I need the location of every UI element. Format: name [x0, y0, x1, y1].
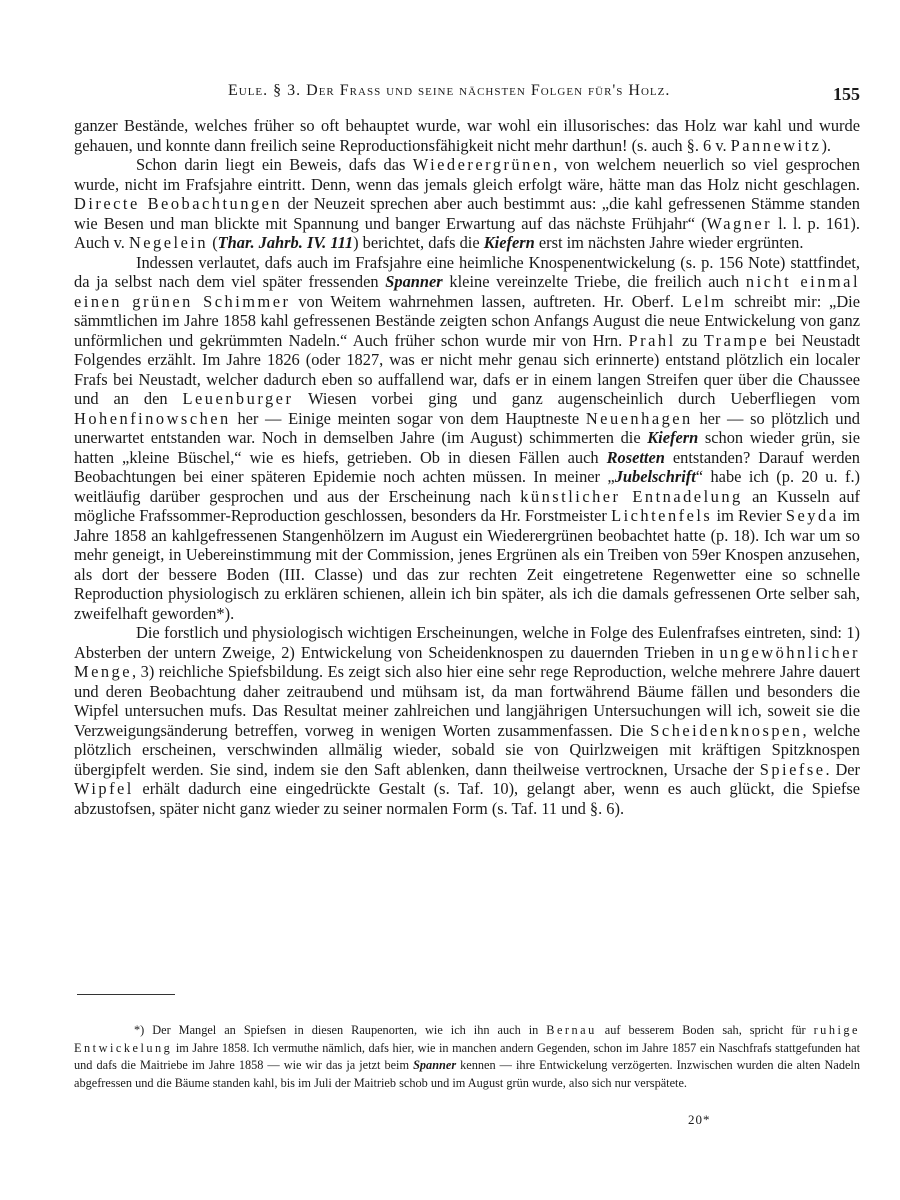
- body-text: [74, 116, 860, 818]
- paragraph-4: Die forstlich und physiologisch wichtigen Erscheinungen, welche in Folge des Eulenfrafses eintreten, sind: 1) Absterben der untern Zweige, 2) Entwickelung von Scheidenknospen zu dauernden Trieben in ungewöhnlicher Menge, 3) reichliche Spiefsbildung. Es zeigt sich also hier eine sehr rege Reproduction, welche mehrere Jahre dauert und deren Beobachtung daher zeitraubend und mühsam ist, da man fortwährend Bäume fällen und besonders die Wipfel untersuchen mufs. Das Resultat meiner zahlreichen und langjährigen Untersuchungen will ich, soweit sie die Verzweigungsänderung betreffen, vorweg in wenigen Worten zusammenfassen. Die Scheidenknospen, welche plötzlich erscheinen, verschwinden allmälig wieder, sobald sie von Quirlzweigen mit kräftigen Spitzknospen übergipfelt werden. Sie sind, indem sie den Saft ablenken, dann theilweise vertrocknen, Ursache der Spiefse. Der Wipfel erhält dadurch eine eingedrückte Gestalt (s. Taf. 10), gelangt aber, wenn es auch glückt, die Spiefse abzustofsen, später nicht ganz wieder zu seiner normalen Form (s. Taf. 11 und §. 6).: [74, 623, 861, 818]
- footnote-text: *) Der Mangel an Spiefsen in diesen Raupenorten, wie ich ihn auch in Bernau auf besserem Boden sah, spricht für ruhige Entwickelung im Jahre 1858. Ich vermuthe nämlich, dafs hier, wie in manchen andern Gegenden, schon im Jahre 1857 ein Naschfrafs stattgefunden hat und dafs die Maitriebe im Jahre 1858 — wie wir das ja jetzt beim Spanner kennen — ihre Entwickelung verzögerten. Inzwischen wurden die alten Nadeln abgefressen und die Bäume standen kahl, bis im Juli der Maitrieb schob und im August grün wurde, also sich nur verspätete.: [74, 1023, 860, 1090]
- footnote-divider: [77, 994, 175, 995]
- footnote: [74, 1022, 860, 1092]
- running-head: Eule. § 3. Der Frass und seine nächsten Folgen für's Holz.: [228, 82, 671, 99]
- page-header: [0, 82, 900, 108]
- paragraph-3: Indessen verlautet, dafs auch im Frafsjahre eine heimliche Knospenentwickelung (s. p. 156 Note) stattfindet, da ja selbst nach dem viel später fressenden Spanner kleine vereinzelte Triebe, die freilich auch nicht einmal einen grünen Schimmer von Weitem wahrnehmen lassen, auftreten. Hr. Oberf. Lelm schreibt mir: „Die sämmtlichen im Jahre 1858 kahl gefressenen Bestände zeigten schon Anfangs August die neue Entwickelung von ganz unförmlichen und gekrümmten Nadeln.“ Auch früher schon wurde mir von Hrn. Prahl zu Trampe bei Neustadt Folgendes erzählt. Im Jahre 1826 (oder 1827, was er nicht mehr genau sich erinnerte) entstand plötzlich ein localer Frafs bei Neustadt, welcher dadurch eben so auffallend war, dafs er in einem langen Streifen quer über die Chaussee und an den Leuenburger Wiesen vorbei ging und ganz augenscheinlich durch Ueberfliegen vom Hohenfinowschen her — Einige meinten sogar von dem Hauptneste Neuenhagen her — so plötzlich und unerwartet entstanden war. Noch in demselben Jahre (im August) schimmerten die Kiefern schon wieder grün, sie hatten „kleine Büschel,“ wie es hiefs, getrieben. Ob in diesen Fällen auch Rosetten entstanden? Darauf werden Beobachtungen bei einer späteren Epidemie noch achten müssen. In meiner „Jubelschrift“ habe ich (p. 20 u. f.) weitläufig darüber gesprochen und aus der Erscheinung nach künstlicher Entnadelung an Kusseln auf mögliche Frafssommer-Reproduction geschlossen, besonders da Hr. Forstmeister Lichtenfels im Revier Seyda im Jahre 1858 an kahlgefressenen Stangenhölzern im August ein Wiederergrünen beobachtet hatte (p. 18). Ich war um so mehr geneigt, in Uebereinstimmung mit der Commission, jenes Ergrünen als ein Treiben von 59er Knospen anzusehen, als dort der bessere Boden (III. Classe) und das zur rechten Zeit eingetretene Regenwetter eine so schnelle Reproduction physiologisch zu erklären schienen, allein ich bin später, als ich die damals gefressenen Orte selber sah, zweifelhaft geworden*).: [74, 252, 861, 623]
- paragraph-1: ganzer Bestände, welches früher so oft behauptet wurde, war wohl ein illusorisches: das Holz war kahl und wurde gehauen, und konnte dann freilich seine Reproductionsfähigkeit nicht mehr darthun! (s. auch §. 6 v. Pannewitz).: [74, 116, 860, 155]
- paragraph-2: Schon darin liegt ein Beweis, dafs das Wiederergrünen, von welchem neuerlich so viel gesprochen wurde, nicht im Frafsjahre eintritt. Denn, wenn das jemals gleich erfolgt wäre, hätte man das Holz nicht geschlagen. Directe Beobachtungen der Neuzeit sprechen aber auch bestimmt aus: „die kahl gefressenen Stämme standen wie Besen und man blickte mit Spannung und banger Erwartung auf das nächste Frühjahr“ (Wagner l. l. p. 161). Auch v. Negelein (Thar. Jahrb. IV. 111) berichtet, dafs die Kiefern erst im nächsten Jahre wieder ergrünten.: [74, 155, 861, 252]
- sheet-signature: 20*: [688, 1112, 711, 1127]
- page-number: 155: [833, 84, 860, 104]
